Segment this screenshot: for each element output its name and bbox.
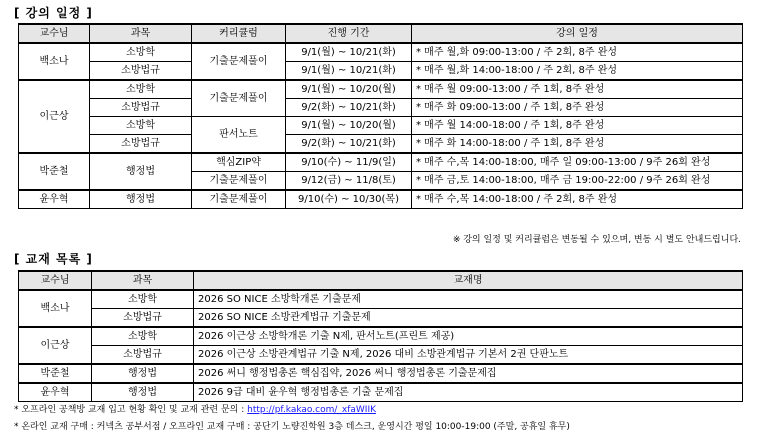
- table-row: [19, 135, 743, 154]
- professor-cell: 이근상: [19, 327, 92, 364]
- curriculum-cell: 핵심ZIP약: [192, 153, 286, 172]
- subject-cell: 소방학: [90, 117, 192, 135]
- book-name-cell: 2026 SO NICE 소방학개론 기출문제: [194, 290, 743, 309]
- subject-cell: 소방학: [90, 80, 192, 99]
- professor-cell: 이근상: [19, 80, 90, 153]
- books-section-title: [ 교재 목록 ]: [14, 252, 93, 266]
- schedule-change-note: ※ 강의 일정 및 커리큘럼은 변동될 수 있으며, 변동 시 별도 안내드립니다.: [452, 235, 741, 245]
- lecture-schedule-cell: * 매주 월 09:00-13:00 / 주 1회, 8주 완성: [412, 80, 743, 99]
- curriculum-cell: 기출문제풀이: [192, 190, 286, 209]
- professor-cell: 윤우혁: [19, 190, 90, 209]
- header-book-name: 교재명: [194, 271, 743, 290]
- header-subject: 과목: [90, 24, 192, 43]
- book-name-cell: 2026 써니 행정법총론 핵심집약, 2026 써니 행정법총론 기출문제집: [194, 364, 743, 383]
- period-cell: 9/10(수) ~ 10/30(목): [286, 190, 412, 209]
- curriculum-cell: 기출문제풀이: [192, 80, 286, 117]
- table-row: [19, 346, 743, 365]
- lecture-schedule-cell: * 매주 월,화 09:00-13:00 / 주 2회, 8주 완성: [412, 43, 743, 62]
- curriculum-cell: 기출문제풀이: [192, 172, 286, 191]
- subject-cell: 소방법규: [90, 135, 192, 154]
- table-row: [19, 80, 743, 99]
- table-row: [19, 290, 743, 309]
- book-name-cell: 2026 이근상 소방학개론 기출 N제, 판서노트(프린트 제공): [194, 327, 743, 346]
- table-row: [19, 309, 743, 328]
- footer-purchase-line: * 온라인 교재 구매 : 커넥츠 공부서점 / 오프라인 교재 구매 : 공단기 노량진학원 3층 데스크, 운영시간 평일 10:00-19:00 (주말, 공휴일 휴무): [14, 422, 570, 432]
- lecture-schedule-cell: * 매주 월 14:00-18:00 / 주 1회, 8주 완성: [412, 117, 743, 135]
- header-lecture-schedule: 강의 일정: [412, 24, 743, 43]
- table-row: [19, 62, 743, 81]
- period-cell: 9/1(월) ~ 10/20(월): [286, 80, 412, 99]
- period-cell: 9/1(월) ~ 10/21(화): [286, 43, 412, 62]
- book-name-cell: 2026 SO NICE 소방관계법규 기출문제: [194, 309, 743, 328]
- lecture-schedule-cell: * 매주 수,목 14:00-18:00, 매주 일 09:00-13:00 / 9주 26회 완성: [412, 153, 743, 172]
- table-row: [19, 117, 743, 135]
- schedule-section-title: [ 강의 일정 ]: [14, 6, 93, 20]
- header-subject: 과목: [92, 271, 194, 290]
- table-row: [19, 99, 743, 117]
- footer-inquiry-text: * 오프라인 공책방 교재 입고 현황 확인 및 교재 관련 문의 :: [14, 405, 248, 415]
- books-header-row: [19, 271, 743, 290]
- period-cell: 9/12(금) ~ 11/8(토): [286, 172, 412, 191]
- period-cell: 9/2(화) ~ 10/21(화): [286, 135, 412, 154]
- subject-cell: 소방법규: [90, 62, 192, 81]
- kakao-channel-link[interactable]: http://pf.kakao.com/_xfaWIIK: [247, 405, 377, 415]
- table-row: [19, 153, 743, 172]
- header-period: 진행 기간: [286, 24, 412, 43]
- subject-cell: 소방법규: [90, 99, 192, 117]
- schedule-table: [18, 23, 743, 209]
- table-row: [19, 364, 743, 383]
- subject-cell: 소방학: [90, 43, 192, 62]
- schedule-header-row: [19, 24, 743, 43]
- subject-cell: 행정법: [90, 153, 192, 190]
- period-cell: 9/10(수) ~ 11/9(일): [286, 153, 412, 172]
- book-name-cell: 2026 9급 대비 윤우혁 행정법총론 기출 문제집: [194, 383, 743, 402]
- professor-cell: 백소나: [19, 43, 90, 80]
- books-table: [18, 270, 743, 402]
- subject-cell: 행정법: [92, 364, 194, 383]
- table-row: [19, 190, 743, 209]
- subject-cell: 소방법규: [92, 309, 194, 328]
- header-professor: 교수님: [19, 24, 90, 43]
- lecture-schedule-cell: * 매주 수,목 14:00-18:00 / 주 2회, 8주 완성: [412, 190, 743, 209]
- subject-cell: 소방학: [92, 290, 194, 309]
- subject-cell: 행정법: [92, 383, 194, 402]
- subject-cell: 행정법: [90, 190, 192, 209]
- professor-cell: 박준철: [19, 364, 92, 383]
- period-cell: 9/1(월) ~ 10/21(화): [286, 62, 412, 81]
- professor-cell: 박준철: [19, 153, 90, 190]
- footer-inquiry-line: [14, 402, 376, 415]
- header-curriculum: 커리큘럼: [192, 24, 286, 43]
- professor-cell: 백소나: [19, 290, 92, 327]
- lecture-schedule-cell: * 매주 화 09:00-13:00 / 주 1회, 8주 완성: [412, 99, 743, 117]
- subject-cell: 소방학: [92, 327, 194, 346]
- curriculum-cell: 판서노트: [192, 117, 286, 154]
- table-row: [19, 327, 743, 346]
- subject-cell: 소방법규: [92, 346, 194, 365]
- period-cell: 9/2(화) ~ 10/21(화): [286, 99, 412, 117]
- curriculum-cell: 기출문제풀이: [192, 43, 286, 80]
- lecture-schedule-cell: * 매주 화 14:00-18:00 / 주 1회, 8주 완성: [412, 135, 743, 154]
- table-row: [19, 43, 743, 62]
- book-name-cell: 2026 이근상 소방관계법규 기출 N제, 2026 대비 소방관계법규 기본서 2권 단판노트: [194, 346, 743, 365]
- professor-cell: 윤우혁: [19, 383, 92, 402]
- lecture-schedule-cell: * 매주 금,토 14:00-18:00, 매주 금 19:00-22:00 / 9주 26회 완성: [412, 172, 743, 191]
- lecture-schedule-cell: * 매주 월,화 14:00-18:00 / 주 2회, 8주 완성: [412, 62, 743, 81]
- period-cell: 9/1(월) ~ 10/20(월): [286, 117, 412, 135]
- table-row: [19, 383, 743, 402]
- header-professor: 교수님: [19, 271, 92, 290]
